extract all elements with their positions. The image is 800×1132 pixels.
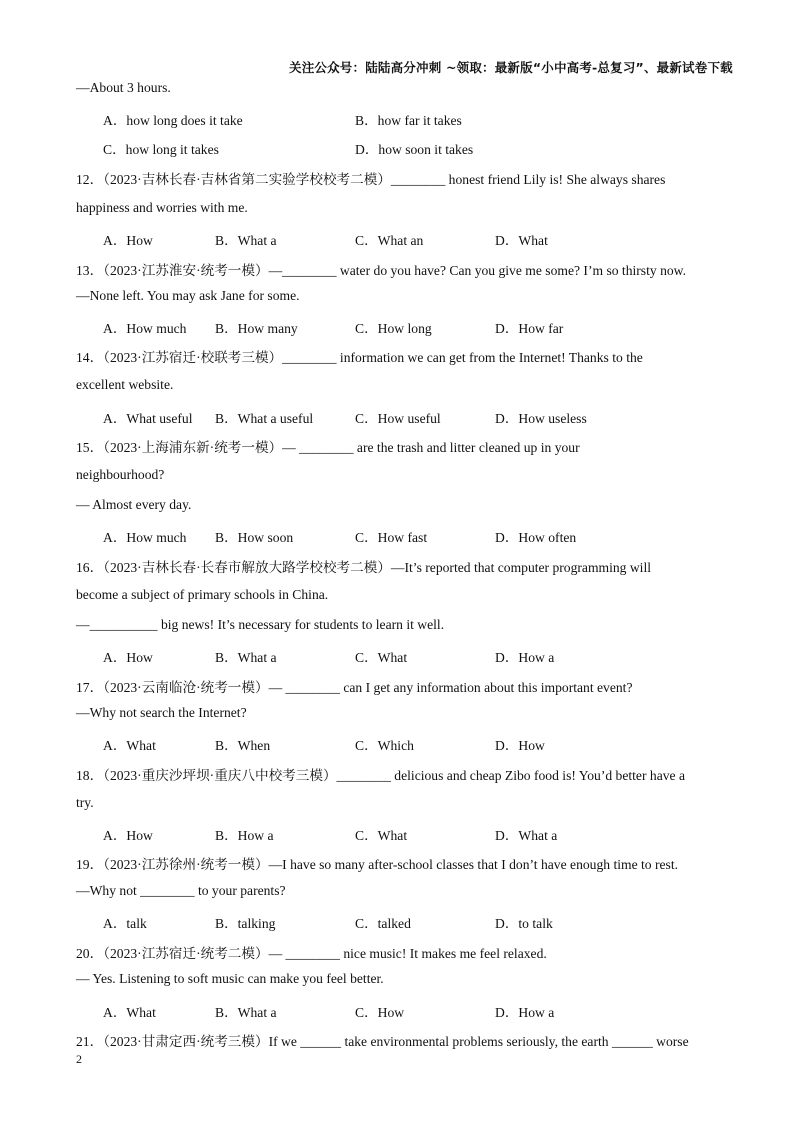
answer-option: D．How a [495, 1005, 555, 1020]
answer-option: B．What a [215, 650, 277, 665]
answer-option: A．How [103, 650, 153, 665]
answer-option: A．How much [103, 530, 187, 545]
text-line: 21．（2023·甘肃定西·统考三模）If we ______ take environmental problems seriously, the earth ______ worse [76, 1034, 689, 1049]
answer-option: B．talking [215, 916, 276, 931]
answer-option: B．When [215, 738, 271, 753]
answer-option: A．How [103, 233, 153, 248]
text-line: try. [76, 795, 94, 810]
answer-option: B．What a [215, 233, 277, 248]
answer-option: D．How [495, 738, 545, 753]
answer-option: A．talk [103, 916, 147, 931]
answer-option: D．How often [495, 530, 577, 545]
answer-option: D．to talk [495, 916, 553, 931]
answer-option: C．How useful [355, 411, 441, 426]
answer-option: D．What a [495, 828, 558, 843]
text-line: — Yes. Listening to soft music can make you feel better. [76, 971, 384, 986]
text-line: 12．（2023·吉林长春·吉林省第二实验学校校考二模）________ honest friend Lily is! She always shares [76, 172, 666, 187]
text-line: 13．（2023·江苏淮安·统考一模）—________ water do you have? Can you give me some? I’m so thirsty now. [76, 263, 686, 278]
text-line: happiness and worries with me. [76, 200, 248, 215]
answer-option: D．How far [495, 321, 564, 336]
page-number: 2 [76, 1052, 82, 1066]
answer-option: A．What [103, 1005, 156, 1020]
answer-option: C．Which [355, 738, 414, 753]
text-line: —About 3 hours. [76, 80, 171, 95]
text-line: —Why not ________ to your parents? [76, 883, 286, 898]
answer-option: B．How many [215, 321, 298, 336]
text-line: —Why not search the Internet? [76, 705, 247, 720]
text-line: 18．（2023·重庆沙坪坝·重庆八中校考三模）________ delicious and cheap Zibo food is! You’d better have a [76, 768, 685, 783]
answer-option: D．How a [495, 650, 555, 665]
answer-option: C．talked [355, 916, 411, 931]
answer-option: C．What an [355, 233, 424, 248]
answer-option: C．How long [355, 321, 432, 336]
page-header: 关注公众号：陆陆高分冲刺 ~领取：最新版“小中高考-总复习”、最新试卷下载 [289, 60, 733, 75]
text-line: —None left. You may ask Jane for some. [76, 288, 300, 303]
answer-option: B．What a [215, 1005, 277, 1020]
answer-option: B．What a useful [215, 411, 314, 426]
answer-option: B．How a [215, 828, 274, 843]
answer-option: D．How useless [495, 411, 587, 426]
text-line: 14．（2023·江苏宿迁·校联考三模）________ information we can get from the Internet! Thanks to the [76, 350, 643, 365]
answer-option: D．What [495, 233, 548, 248]
text-line: — Almost every day. [76, 497, 192, 512]
text-line: neighbourhood? [76, 467, 165, 482]
answer-option: D．how soon it takes [355, 142, 474, 157]
answer-option: C．How fast [355, 530, 428, 545]
text-line: —__________ big news! It’s necessary for students to learn it well. [76, 617, 445, 632]
answer-option: C．What [355, 650, 408, 665]
answer-option: B．How soon [215, 530, 294, 545]
answer-option: A．How [103, 828, 153, 843]
answer-option: C．What [355, 828, 408, 843]
text-line: 17．（2023·云南临沧·统考一模）— ________ can I get any information about this important event? [76, 680, 633, 695]
text-line: become a subject of primary schools in China. [76, 587, 329, 602]
answer-option: A．how long does it take [103, 113, 243, 128]
text-line: 15．（2023·上海浦东新·统考一模）— ________ are the trash and litter cleaned up in your [76, 440, 580, 455]
text-line: 20．（2023·江苏宿迁·统考二模）— ________ nice music! It makes me feel relaxed. [76, 946, 547, 961]
text-line: excellent website. [76, 377, 174, 392]
text-line: 16．（2023·吉林长春·长春市解放大路学校校考二模）—It’s reported that computer programming will [76, 560, 652, 575]
answer-option: C．How [355, 1005, 405, 1020]
answer-option: B．how far it takes [355, 113, 462, 128]
answer-option: A．What useful [103, 411, 193, 426]
text-line: 19．（2023·江苏徐州·统考一模）—I have so many after-school classes that I don’t have enough time to rest. [76, 857, 679, 872]
answer-option: A．What [103, 738, 156, 753]
answer-option: A．How much [103, 321, 187, 336]
answer-option: C．how long it takes [103, 142, 219, 157]
